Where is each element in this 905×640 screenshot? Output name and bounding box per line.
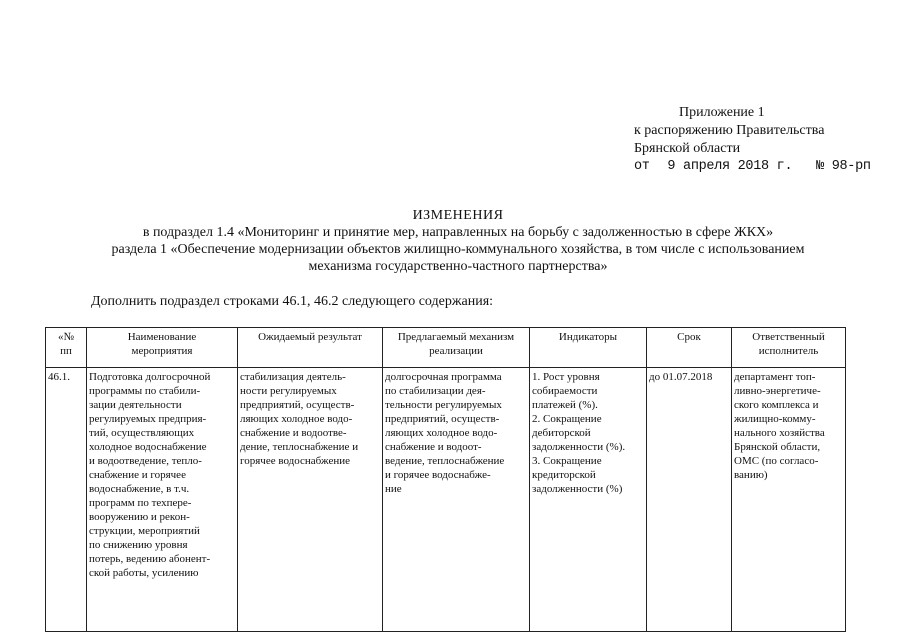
cell-result: стабилизация деятель- ности регулируемых предприятий, осуществ- ляющих холодное водо- снабжение и водоотве- дение, теплоснабжение и горячее водоснабжение: [238, 368, 383, 632]
col-header-mechanism: Предлагаемый механизм реализации: [383, 328, 530, 368]
cell-activity: Подготовка долгосрочной программы по стабили- зации деятельности регулируемых предприя- тий, осуществляющих холодное водоснабжение и водоотведение, тепло- снабжение и горячее водоснабжение, в т.ч. программ по техпере- вооружению и рекон- струкции, мероприятий по снижению уровня потерь, ведению абонент- ской работы, усилению: [87, 368, 238, 632]
changes-table: [45, 327, 846, 632]
changes-heading: [70, 207, 846, 275]
table-row: [46, 368, 846, 632]
annex-line-region: Брянской области: [634, 141, 741, 156]
cell-responsible: департамент топ- ливно-энергетиче- ского комплекса и жилищно-комму- нального хозяйства Брянской области, ОМС (по согласо- ванию): [732, 368, 846, 632]
col-header-deadline: Срок: [647, 328, 732, 368]
annex-title: Приложение 1: [679, 105, 765, 120]
cell-number: 46.1.: [46, 368, 87, 632]
annex-line-order: к распоряжению Правительства: [634, 123, 825, 138]
heading-line-3: механизма государственно-частного партнерства»: [308, 259, 608, 274]
col-header-indicators: Индикаторы: [530, 328, 647, 368]
col-header-number: «№ пп: [46, 328, 87, 368]
order-date: 9 апреля 2018 г.: [667, 159, 793, 174]
order-number: 98-рп: [831, 159, 871, 174]
cell-mechanism: долгосрочная программа по стабилизации дея- тельности регулируемых предприятий, осуществ- ляющих холодное водо- снабжение и водоот- ведение, теплоснабжение и горячее водоснабже- ние: [383, 368, 530, 632]
heading-line-2: раздела 1 «Обеспечение модернизации объектов жилищно-коммунального хозяйства, в том числе с использованием: [111, 242, 805, 257]
annex-date-line: [634, 158, 871, 176]
col-header-activity: Наименование мероприятия: [87, 328, 238, 368]
heading-title: ИЗМЕНЕНИЯ: [412, 208, 504, 223]
heading-line-1: в подраздел 1.4 «Мониторинг и принятие мер, направленных на борьбу с задолженностью в сфере ЖКХ»: [142, 225, 774, 240]
annex-header: [634, 104, 871, 176]
table-header-row: [46, 328, 846, 368]
cell-indicators: 1. Рост уровня собираемости платежей (%). 2. Сокращение дебиторской задолженности (%). 3. Сокращение кредиторской задолженности (%): [530, 368, 647, 632]
number-prefix: №: [816, 159, 824, 174]
date-prefix: от: [634, 159, 650, 174]
cell-deadline: до 01.07.2018: [647, 368, 732, 632]
intro-text: Дополнить подраздел строками 46.1, 46.2 следующего содержания:: [91, 294, 494, 309]
col-header-result: Ожидаемый результат: [238, 328, 383, 368]
col-header-responsible: Ответственный исполнитель: [732, 328, 846, 368]
